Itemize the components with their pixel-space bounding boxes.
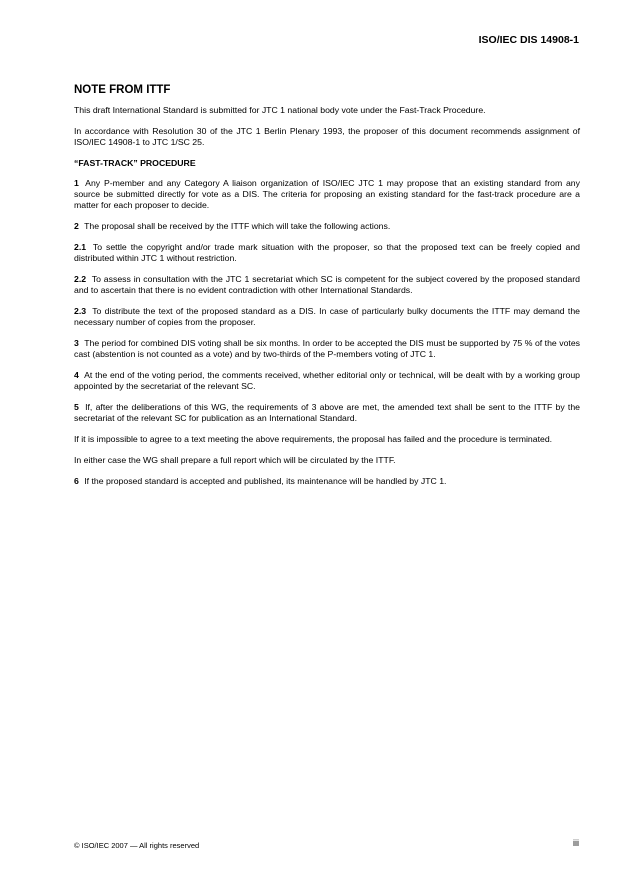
procedure-item (74, 370, 580, 392)
item-number: 6 (74, 476, 79, 486)
closing-paragraph: If it is impossible to agree to a text meeting the above requirements, the proposal has failed and the procedure is terminated. (74, 434, 553, 444)
procedure-item (74, 274, 580, 296)
intro-paragraph: This draft International Standard is submitted for JTC 1 national body vote under the Fast-Track Procedure. (74, 105, 486, 115)
item-text: The period for combined DIS voting shall be six months. In order to be accepted the DIS must be supported by 75 % of the votes cast (abstention is not counted as a vote) and by two-thirds of the P-members voting of JTC 1. (74, 338, 581, 359)
page-number: iii (573, 838, 579, 848)
item-number: 3 (74, 338, 79, 348)
item-number: 2.2 (74, 274, 87, 284)
procedure-item (74, 476, 580, 487)
item-text: If the proposed standard is accepted and published, its maintenance will be handled by JTC 1. (84, 476, 447, 486)
item-number: 2.1 (74, 242, 87, 252)
procedure-item (74, 306, 580, 328)
item-text: At the end of the voting period, the comments received, whether editorial only or technical, will be dealt with by a working group appointed by the secretariat of the relevant SC. (74, 370, 581, 391)
item-text: The proposal shall be received by the ITTF which will take the following actions. (84, 221, 391, 231)
intro-paragraph: In accordance with Resolution 30 of the JTC 1 Berlin Plenary 1993, the proposer of this document recommends assignment of ISO/IEC 14908-1 to JTC 1/SC 25. (74, 126, 580, 147)
procedure-title: “FAST-TRACK” PROCEDURE (74, 158, 196, 168)
item-text: To settle the copyright and/or trade mark situation with the proposer, so that the proposed text can be freely copied and distributed within JTC 1 without restriction. (74, 242, 580, 263)
item-text: If, after the deliberations of this WG, the requirements of 3 above are met, the amended text shall be sent to the ITTF by the secretariat of the relevant SC for publication as an International Standard. (74, 402, 580, 423)
item-number: 4 (74, 370, 79, 380)
procedure-item (74, 221, 580, 232)
item-number: 1 (74, 178, 79, 188)
note-title: NOTE FROM ITTF (74, 84, 171, 96)
note-content (74, 85, 580, 497)
item-number: 5 (74, 402, 79, 412)
item-text: To assess in consultation with the JTC 1 secretariat which SC is competent for the subject covered by the proposed standard and to ascertain that there is no evident contradiction with other International Standards. (74, 274, 580, 295)
procedure-item (74, 242, 580, 264)
document-id: ISO/IEC DIS 14908-1 (478, 34, 579, 46)
procedure-item (74, 338, 580, 360)
item-text: To distribute the text of the proposed standard as a DIS. In case of particularly bulky documents the ITTF may demand the necessary number of copies from the proposer. (74, 306, 580, 327)
procedure-item (74, 178, 580, 211)
item-text: Any P-member and any Category A liaison organization of ISO/IEC JTC 1 may propose that an existing standard from any source be submitted directly for vote as a DIS. The criteria for proposing an existing standard for the fast-track procedure are a matter for each proposer to decide. (74, 178, 580, 210)
closing-paragraph: In either case the WG shall prepare a full report which will be circulated by the ITTF. (74, 455, 396, 465)
copyright-notice: © ISO/IEC 2007 — All rights reserved (74, 841, 200, 850)
item-number: 2 (74, 221, 79, 231)
item-number: 2.3 (74, 306, 87, 316)
procedure-item (74, 402, 580, 424)
